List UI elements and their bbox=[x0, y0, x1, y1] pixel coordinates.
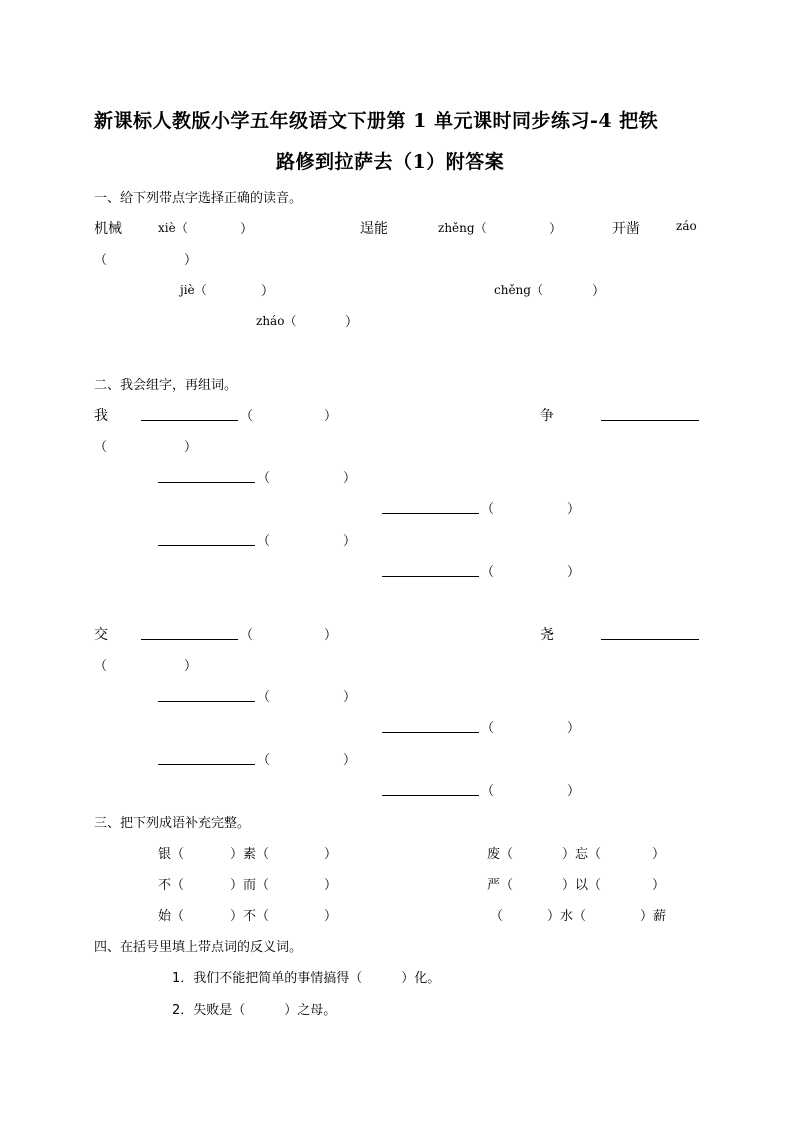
word-chengneng: 逞能 bbox=[360, 221, 388, 237]
paren-open: （ bbox=[94, 253, 108, 268]
paren-close: ） bbox=[184, 253, 198, 268]
section-1-heading: 一、给下列带点字选择正确的读音。 bbox=[94, 191, 303, 206]
paren-close: ） bbox=[324, 628, 338, 643]
paren-open: （ bbox=[240, 409, 254, 424]
idiom-4-part-c: ） bbox=[652, 878, 666, 893]
pinyin-option-zao: záo bbox=[676, 219, 697, 233]
idiom-3-part-a: 不（ bbox=[158, 878, 185, 893]
idiom-1-part-a: 银（ bbox=[158, 847, 185, 862]
pinyin-option-xie: xiè（ bbox=[158, 221, 188, 235]
answer-blank[interactable] bbox=[158, 764, 255, 765]
paren-open: （ bbox=[481, 565, 495, 580]
answer-blank[interactable] bbox=[158, 482, 255, 483]
paren-close: ） bbox=[184, 659, 198, 674]
paren-close: ） bbox=[345, 315, 359, 330]
idiom-5-part-c: ） bbox=[324, 909, 338, 924]
pinyin-option-cheng: chěng（ bbox=[494, 283, 543, 297]
page-title-line1: 新课标人教版小学五年级语文下册第 1 单元课时同步练习-4 把铁 bbox=[94, 110, 659, 132]
paren-open: （ bbox=[94, 659, 108, 674]
idiom-1-part-c: ） bbox=[324, 847, 338, 862]
idiom-4-part-b: ）以（ bbox=[562, 878, 602, 893]
answer-blank[interactable] bbox=[382, 732, 479, 733]
paren-open: （ bbox=[257, 690, 271, 705]
pinyin-option-zhao: zháo（ bbox=[256, 314, 297, 328]
idiom-5-part-a: 始（ bbox=[158, 909, 185, 924]
paren-open: （ bbox=[94, 440, 108, 455]
section-2-heading: 二、我会组字，再组词。 bbox=[94, 378, 238, 393]
section-4-heading: 四、在括号里填上带点词的反义词。 bbox=[94, 940, 303, 955]
idiom-3-part-b: ）而（ bbox=[230, 878, 270, 893]
idiom-6-part-c: ）薪 bbox=[640, 909, 667, 924]
paren-close: ） bbox=[567, 721, 581, 736]
section-3-heading: 三、把下列成语补充完整。 bbox=[94, 816, 251, 831]
page-title-line2: 路修到拉萨去（1）附答案 bbox=[276, 151, 505, 173]
idiom-3-part-c: ） bbox=[324, 878, 338, 893]
idiom-2-part-b: ）忘（ bbox=[562, 847, 602, 862]
paren-close: ） bbox=[343, 471, 357, 486]
paren-close: ） bbox=[261, 284, 275, 299]
paren-open: （ bbox=[257, 471, 271, 486]
word-kaizao: 开凿 bbox=[612, 221, 640, 237]
idiom-5-part-b: ）不（ bbox=[230, 909, 270, 924]
paren-close: ） bbox=[567, 565, 581, 580]
idiom-2-part-a: 废（ bbox=[487, 847, 514, 862]
answer-blank[interactable] bbox=[601, 639, 699, 640]
paren-open: （ bbox=[481, 721, 495, 736]
idiom-1-part-b: ）素（ bbox=[230, 847, 270, 862]
paren-open: （ bbox=[257, 753, 271, 768]
paren-open: （ bbox=[481, 784, 495, 799]
answer-blank[interactable] bbox=[158, 545, 255, 546]
paren-close: ） bbox=[343, 753, 357, 768]
paren-close: ） bbox=[567, 784, 581, 799]
antonym-question-2: 2．失败是（ ）之母。 bbox=[172, 1003, 337, 1018]
pinyin-option-zheng: zhěng（ bbox=[438, 221, 487, 235]
antonym-question-1: 1．我们不能把简单的事情搞得（ ）化。 bbox=[172, 971, 441, 986]
paren-close: ） bbox=[549, 222, 563, 237]
answer-blank[interactable] bbox=[382, 513, 479, 514]
word-jixie: 机械 bbox=[94, 221, 122, 237]
paren-close: ） bbox=[592, 284, 606, 299]
compose-char-zheng: 争 bbox=[540, 408, 554, 424]
paren-close: ） bbox=[567, 502, 581, 517]
compose-char-yao: 尧 bbox=[540, 627, 554, 643]
answer-blank[interactable] bbox=[601, 420, 699, 421]
paren-close: ） bbox=[343, 534, 357, 549]
compose-char-wo: 我 bbox=[94, 408, 108, 424]
paren-open: （ bbox=[240, 628, 254, 643]
answer-blank[interactable] bbox=[382, 576, 479, 577]
answer-blank[interactable] bbox=[382, 795, 479, 796]
paren-open: （ bbox=[257, 534, 271, 549]
paren-close: ） bbox=[184, 440, 198, 455]
paren-close: ） bbox=[343, 690, 357, 705]
paren-open: （ bbox=[481, 502, 495, 517]
compose-char-jiao: 交 bbox=[94, 627, 108, 643]
idiom-6-part-a: （ bbox=[490, 909, 504, 924]
paren-close: ） bbox=[240, 222, 254, 237]
answer-blank[interactable] bbox=[141, 639, 238, 640]
idiom-6-part-b: ）水（ bbox=[547, 909, 587, 924]
idiom-2-part-c: ） bbox=[652, 847, 666, 862]
paren-close: ） bbox=[324, 409, 338, 424]
answer-blank[interactable] bbox=[141, 420, 238, 421]
answer-blank[interactable] bbox=[158, 701, 255, 702]
pinyin-option-jie: jiè（ bbox=[180, 283, 207, 297]
idiom-4-part-a: 严（ bbox=[487, 878, 514, 893]
